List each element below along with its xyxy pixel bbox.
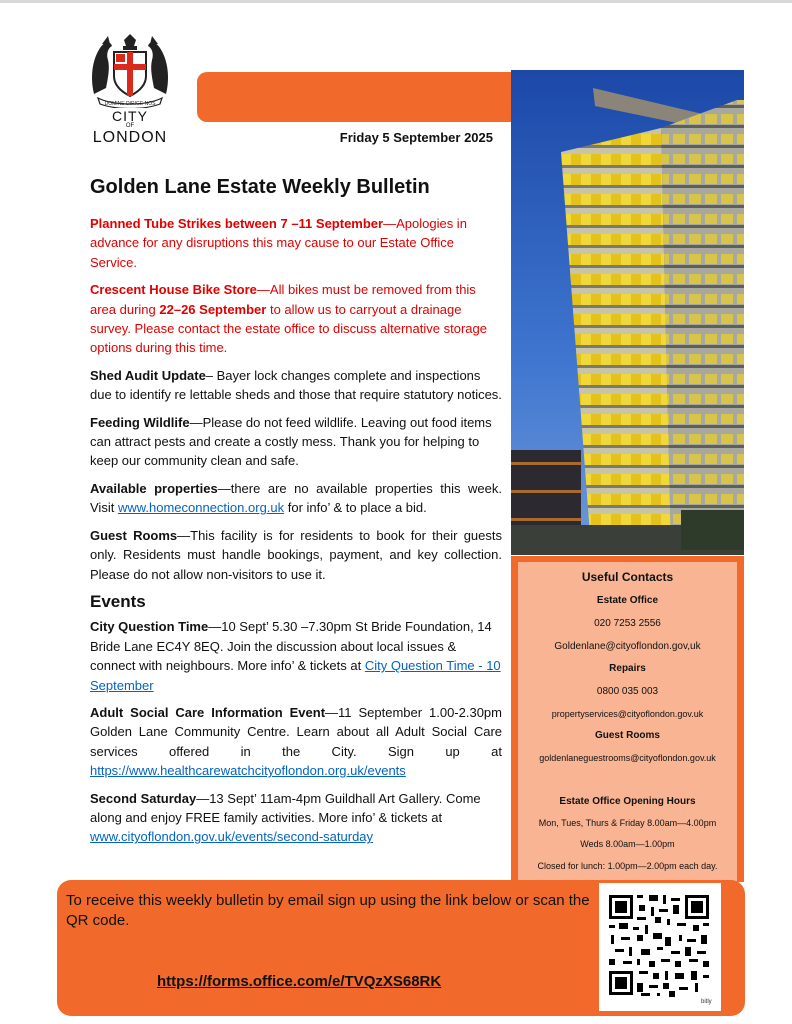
bulletin-date: Friday 5 September 2025 — [339, 130, 493, 145]
bike-store-notice — [90, 280, 502, 358]
question-time-body: —10 Sept’ 5.30 –7.30pm St Bride Foundation, 14 Bride Lane EC4Y 8EQ. Join the discussion about local issues & connect with neighbours. More info’ & tickets at — [90, 619, 492, 674]
wildlife-heading: Feeding Wildlife — [90, 414, 190, 430]
second-saturday-body: —13 Sept’ 11am-4pm Guildhall Art Gallery. Come along and enjoy FREE family activities. More info’ & tickets at — [90, 790, 481, 825]
header-accent-bar — [197, 72, 513, 122]
properties-body-2: for info’ & to place a bid. — [284, 500, 427, 516]
repairs-label: Repairs — [609, 663, 646, 674]
guest-rooms-email[interactable]: goldenlaneguestrooms@cityoflondon.gov.uk — [539, 753, 716, 763]
qr-code-box[interactable] — [599, 883, 721, 1011]
repairs-email[interactable]: propertyservices@cityoflondon.gov.uk — [551, 709, 704, 719]
tube-strike-notice — [90, 214, 502, 272]
social-care-link[interactable]: https://www.healthcarewatchcityoflondon.org.uk/events — [90, 763, 406, 779]
bike-store-dates: 22–26 September — [159, 301, 267, 317]
logo-city: CITY — [112, 108, 148, 124]
useful-contacts-box — [518, 562, 737, 882]
shed-audit-notice — [90, 366, 502, 405]
page-title: Golden Lane Estate Weekly Bulletin — [90, 176, 430, 198]
properties-heading: Available properties — [90, 480, 218, 496]
opening-hours-lunch: Closed for lunch: 1.00pm—2.00pm each day. — [537, 861, 718, 871]
question-time-link[interactable]: City Question Time - 10 September — [90, 658, 501, 693]
question-time-event — [90, 617, 502, 695]
logo-of: OF — [125, 123, 135, 129]
tube-strike-heading: Planned Tube Strikes between 7 –11 September — [90, 216, 384, 231]
logo-london: LONDON — [92, 129, 168, 146]
contacts-title: Useful Contacts — [581, 570, 674, 584]
guest-rooms-label: Guest Rooms — [594, 730, 660, 741]
bike-store-body-1: —All bikes must be removed from this area during — [90, 282, 476, 317]
signup-message: To receive this weekly bulletin by email sign up using the link below or scan the QR code. — [66, 892, 590, 929]
bike-store-heading: Crescent House Bike Store — [90, 282, 257, 298]
top-border — [0, 0, 792, 3]
social-care-body: —11 September 1.00-2.30pm Golden Lane Community Centre. Learn about all Adult Social Care services offered in the City. Sign up at — [90, 704, 502, 759]
building-photo — [511, 70, 744, 555]
opening-hours-title: Estate Office Opening Hours — [559, 796, 696, 807]
question-time-heading: City Question Time — [90, 619, 209, 635]
coat-of-arms-icon — [84, 34, 176, 108]
guest-rooms-heading: Guest Rooms — [90, 527, 178, 543]
guest-rooms-body: —This facility is for residents to book for their guests only. Residents must handle bookings, payment, and key collection. Please do not allow non-visitors to use it. — [90, 527, 502, 582]
homeconnection-link[interactable]: www.homeconnection.org.uk — [117, 500, 285, 516]
estate-office-email[interactable]: Goldenlane@cityoflondon.gov,uk — [554, 641, 701, 652]
qr-caption: bitly — [701, 999, 712, 1005]
main-column — [90, 214, 502, 855]
signup-link[interactable]: https://forms.office.com/e/TVQzXS68RK — [157, 973, 442, 990]
properties-notice — [90, 479, 502, 518]
wildlife-notice — [90, 413, 502, 471]
second-saturday-heading: Second Saturday — [90, 790, 197, 806]
repairs-phone[interactable]: 0800 035 003 — [596, 686, 659, 697]
bike-store-body-2: to allow us to carryout a drainage survey. Please contact the estate office to discuss alternative storage options during this time. — [90, 301, 487, 356]
guest-rooms-notice — [90, 526, 502, 584]
social-care-heading: Adult Social Care Information Event — [90, 704, 326, 720]
opening-hours-weds: Weds 8.00am—1.00pm — [580, 839, 675, 849]
tube-strike-body: —Apologies in advance for any disruptions this may cause to our Estate Office Service. — [90, 216, 467, 270]
events-heading: Events — [90, 591, 146, 611]
second-saturday-event — [90, 789, 502, 847]
second-saturday-link[interactable]: www.cityoflondon.gov.uk/events/second-saturday — [90, 829, 374, 845]
shed-audit-heading: Shed Audit Update — [90, 367, 206, 383]
social-care-event — [90, 703, 502, 781]
estate-office-label: Estate Office — [596, 595, 659, 606]
city-of-london-logo — [82, 34, 178, 154]
estate-office-phone[interactable]: 020 7253 2556 — [594, 618, 661, 629]
properties-body-1: —there are no available properties this week. Visit — [90, 480, 502, 516]
qr-code-icon — [599, 883, 721, 1011]
useful-contacts-panel — [511, 556, 744, 882]
motto-text: DOMINE DIRIGE NOS — [104, 101, 156, 107]
wildlife-body: —Please do not feed wildlife. Leaving out food items can attract pests and create a costly mess. Thank you for helping to keep our community clean and safe. — [90, 414, 492, 469]
opening-hours-weekdays: Mon, Tues, Thurs & Friday 8.00am—4.00pm — [538, 818, 717, 828]
shed-audit-body: – Bayer lock changes complete and inspections due to identify re lettable sheds and those that require statutory notices. — [90, 367, 502, 403]
